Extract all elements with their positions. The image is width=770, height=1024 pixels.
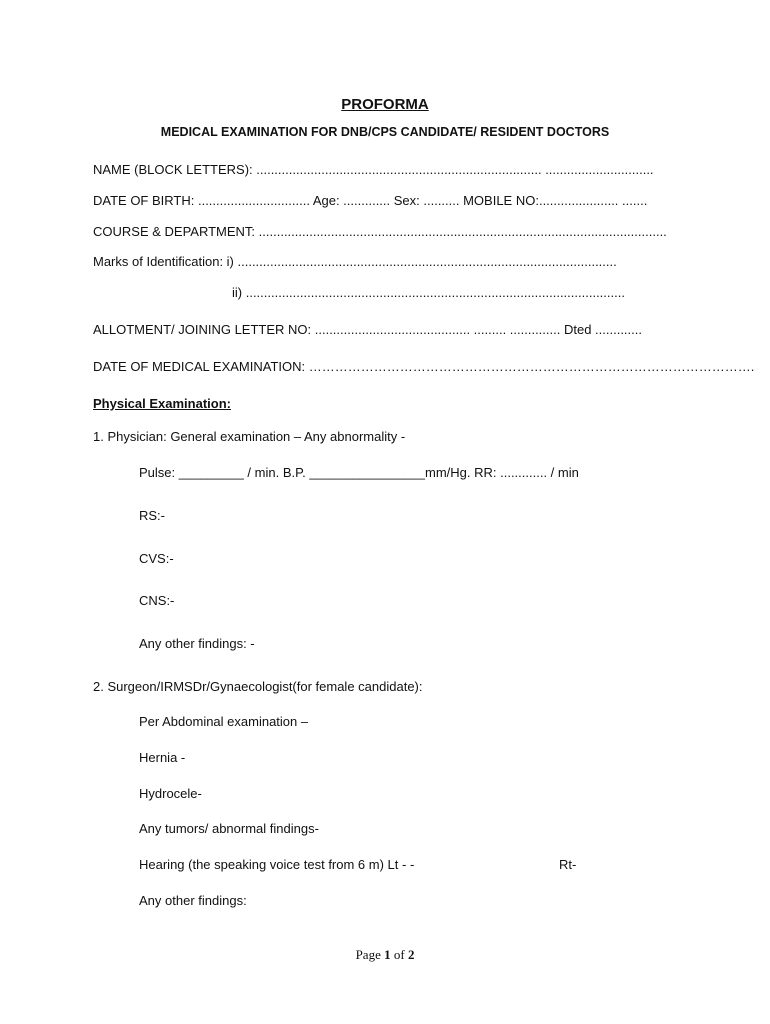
physician-heading: 1. Physician: General examination – Any abnormality - (93, 429, 406, 444)
physician-other-findings: Any other findings: - (139, 636, 255, 651)
hearing-right-line: Rt- (559, 857, 577, 872)
allotment-field: ALLOTMENT/ JOINING LETTER NO: ........................................... ......... .............. Dted ............. (93, 322, 642, 337)
tumors-line: Any tumors/ abnormal findings- (139, 821, 319, 836)
marks-identification-1: Marks of Identification: i) ......................................................................................................... (93, 254, 617, 269)
course-field: COURSE & DEPARTMENT: ................................................................................................................. (93, 224, 667, 239)
hearing-left-line: Hearing (the speaking voice test from 6 m) Lt - - (139, 857, 415, 872)
page-footer (0, 947, 770, 963)
abdominal-exam-line: Per Abdominal examination – (139, 714, 309, 729)
page-total: 2 (407, 947, 415, 962)
hernia-line: Hernia - (139, 750, 186, 765)
form-subtitle: MEDICAL EXAMINATION FOR DNB/CPS CANDIDATE/ RESIDENT DOCTORS (160, 125, 610, 139)
name-field: NAME (BLOCK LETTERS): ............................................................................... .............................. (93, 162, 654, 177)
surgeon-heading: 2. Surgeon/IRMSDr/Gynaecologist(for female candidate): (93, 679, 423, 694)
form-title: PROFORMA (341, 96, 429, 113)
dob-field: DATE OF BIRTH: ............................... Age: ............. Sex: .......... MOBILE NO:...................... ....... (93, 193, 648, 208)
cvs-line: CVS:- (139, 551, 174, 566)
surgeon-other-findings: Any other findings: (139, 893, 247, 908)
medical-exam-date-field: DATE OF MEDICAL EXAMINATION: …………………………………………………………………………………………. (93, 359, 755, 374)
marks-identification-2: ii) ......................................................................................................... (232, 285, 625, 300)
page-word: Page (355, 947, 381, 962)
page-current: 1 (384, 947, 391, 962)
cns-line: CNS:- (139, 593, 175, 608)
hydrocele-line: Hydrocele- (139, 786, 202, 801)
of-word: of (393, 947, 405, 962)
vitals-line: Pulse: _________ / min. B.P. ________________mm/Hg. RR: ............. / min (139, 465, 579, 480)
rs-line: RS:- (139, 508, 165, 523)
physical-exam-heading: Physical Examination: (93, 396, 231, 411)
